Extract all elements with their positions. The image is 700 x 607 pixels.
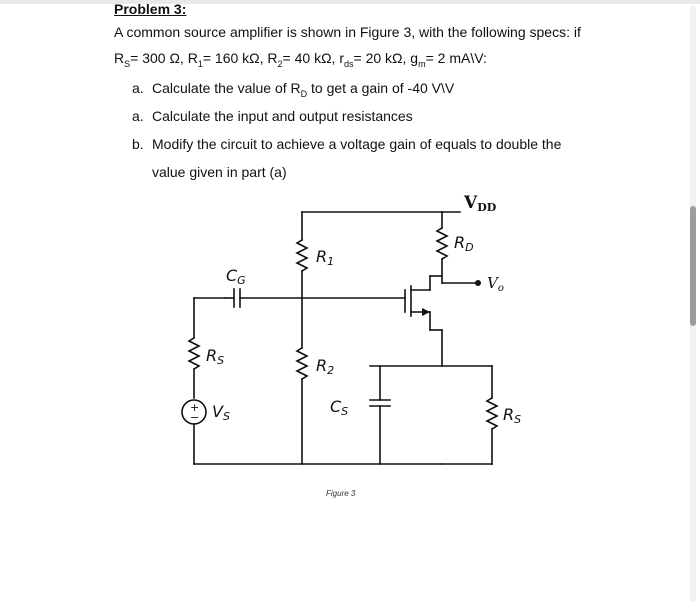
item-text: Calculate the value of $R_D$ to get a gain of -40 V\V <box>152 80 455 99</box>
label-vo: $V_o$ <box>487 274 504 294</box>
resistor-rs-right <box>487 398 497 429</box>
scrollbar-thumb[interactable] <box>690 206 696 326</box>
spec-r2: $R_2= 40$ kΩ, <box>267 50 340 69</box>
label-vs: VS <box>212 402 230 423</box>
label-rs-right: RS <box>503 405 522 426</box>
spec-rs: $R_S= 300$ Ω, <box>114 50 188 69</box>
item-marker: b. <box>132 136 144 152</box>
source-plus-sign: + <box>190 401 200 414</box>
resistor-rd <box>437 228 447 259</box>
vertical-scrollbar[interactable] <box>690 6 696 602</box>
top-divider <box>0 0 700 4</box>
spec-rds: $r_{ds}= 20$ kΩ, <box>339 50 411 69</box>
item-text: Modify the circuit to achieve a voltage gain of equals to double the <box>152 136 562 152</box>
label-rs-left: RS <box>206 346 225 367</box>
item-text: Calculate the input and output resistances <box>152 108 413 124</box>
label-rd: RD <box>454 233 474 254</box>
label-r2: R2 <box>316 356 335 377</box>
vo-node-dot <box>475 280 481 286</box>
problem-title: Problem 3: <box>114 1 187 17</box>
spec-gm: $g_m= 2$ mA\V: <box>410 50 487 69</box>
item-marker: a. <box>132 80 144 96</box>
resistor-rs-left <box>189 338 199 369</box>
item-marker: a. <box>132 108 144 124</box>
problem-intro: A common source amplifier is shown in Figure 3, with the following specs: if <box>114 24 581 40</box>
label-vdd: VDD <box>464 193 497 214</box>
figure-caption: Figure 3 <box>326 489 356 498</box>
label-cg: CG <box>226 266 246 287</box>
resistor-r1 <box>297 240 307 271</box>
label-r1: R1 <box>316 247 335 268</box>
source-minus-sign: − <box>190 411 200 424</box>
problem-specs <box>114 50 674 69</box>
spec-r1: $R_1= 160$ kΩ, <box>187 50 268 69</box>
mosfet-arrow-icon <box>422 308 430 316</box>
question-item-b-continuation: value given in part (a) <box>152 164 287 180</box>
resistor-r2 <box>297 348 307 379</box>
label-cs: CS <box>330 397 349 418</box>
circuit-diagram <box>160 188 580 508</box>
